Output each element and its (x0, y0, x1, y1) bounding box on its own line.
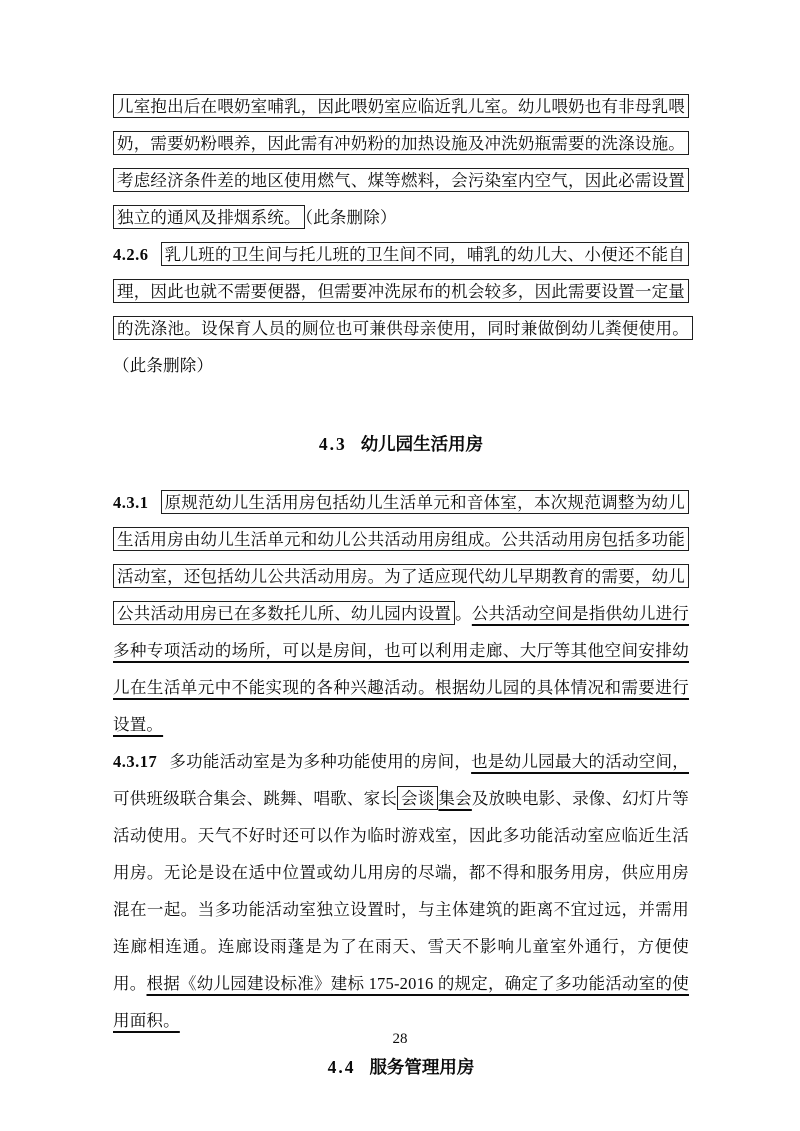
clause-4-3-17 (113, 743, 689, 1039)
text-run: 多功能活动室是为多种功能使用的房间， (169, 752, 472, 771)
revision-underlined-text: 根据《幼儿园建设标准》建标 175-2016 的规定，确定了多功能活动室的使用面积。 (113, 974, 689, 1030)
clause-4-3-1 (113, 484, 689, 743)
text-run: （此条删除） (113, 356, 214, 375)
heading-number: 4.3 (318, 434, 347, 454)
page-number: 28 (392, 1031, 408, 1047)
heading-number: 4.4 (327, 1057, 356, 1077)
heading-title: 服务管理用房 (369, 1057, 475, 1077)
revision-boxed-text: 儿室抱出后在喂奶室哺乳，因此喂奶室应临近乳儿室。幼儿喂奶也有非母乳喂奶，需要奶粉喂养，因此需有冲奶粉的加热设施及冲洗奶瓶需要的洗涤设施。考虑经济条件差的地区使用燃气、煤等燃料，会污染室内空气，因此必需设置独立的通风及排烟系统。 (113, 94, 689, 229)
revision-boxed-text: 会谈 (397, 786, 438, 810)
revision-boxed-text: 原规范幼儿生活用房包括幼儿生活单元和音体室，本次规范调整为幼儿生活用房由幼儿生活单元和幼儿公共活动用房组成。公共活动用房包括多功能活动室，还包括幼儿公共活动用房。为了适应现代幼儿早期教育的需要，幼儿公共活动用房已在多数托儿所、幼儿园内设置 (113, 490, 689, 625)
clause-number: 4.3.17 (113, 752, 158, 771)
text-run: 及放映电影、录像、幻灯片等活动使用。天气不好时还可以作为临时游戏室，因此多功能活动室应临近生活用房。无论是设在适中位置或幼儿用房的尽端，都不得和服务用房，供应用房混在一起。当多功能活动室独立设置时，与主体建筑的距离不宜过远，并需用连廊相连通。连廊设雨蓬是为了在雨天、雪天不影响儿童室外通行，方便使用。 (113, 789, 690, 993)
text-run: 可供班级联合集会、跳舞、唱歌、家长 (113, 789, 397, 808)
clause-number: 4.2.6 (113, 245, 149, 264)
text-run: （此条删除） (304, 208, 397, 227)
paragraph-continuation (113, 88, 689, 236)
document-content (113, 88, 689, 1081)
revision-boxed-text: 乳儿班的卫生间与托儿班的卫生间不同，哺乳的幼儿大、小便还不能自理，因此也就不需要便器，但需要冲洗尿布的机会较多，因此需要设置一定量的洗涤池。设保育人员的厕位也可兼供母亲使用，同时兼做倒幼儿粪便使用。 (113, 242, 693, 340)
revision-underlined-text: 也是幼儿园最大的活动空间， (471, 752, 689, 771)
section-heading-4-3 (113, 430, 689, 458)
section-heading-4-4 (113, 1053, 689, 1081)
text-run: 。 (455, 604, 472, 623)
revision-underlined-text: 公共活动空间是指供幼儿进行多种专项活动的场所，可以是房间，也可以利用走廊、大厅等其他空间安排幼儿在生活单元中不能实现的各种兴趣活动。根据幼儿园的具体情况和需要进行设置。 (113, 604, 690, 734)
clause-4-2-6 (113, 236, 689, 384)
clause-number: 4.3.1 (113, 493, 149, 512)
revision-underlined-text: 集会 (438, 789, 472, 808)
heading-title: 幼儿园生活用房 (360, 434, 484, 454)
